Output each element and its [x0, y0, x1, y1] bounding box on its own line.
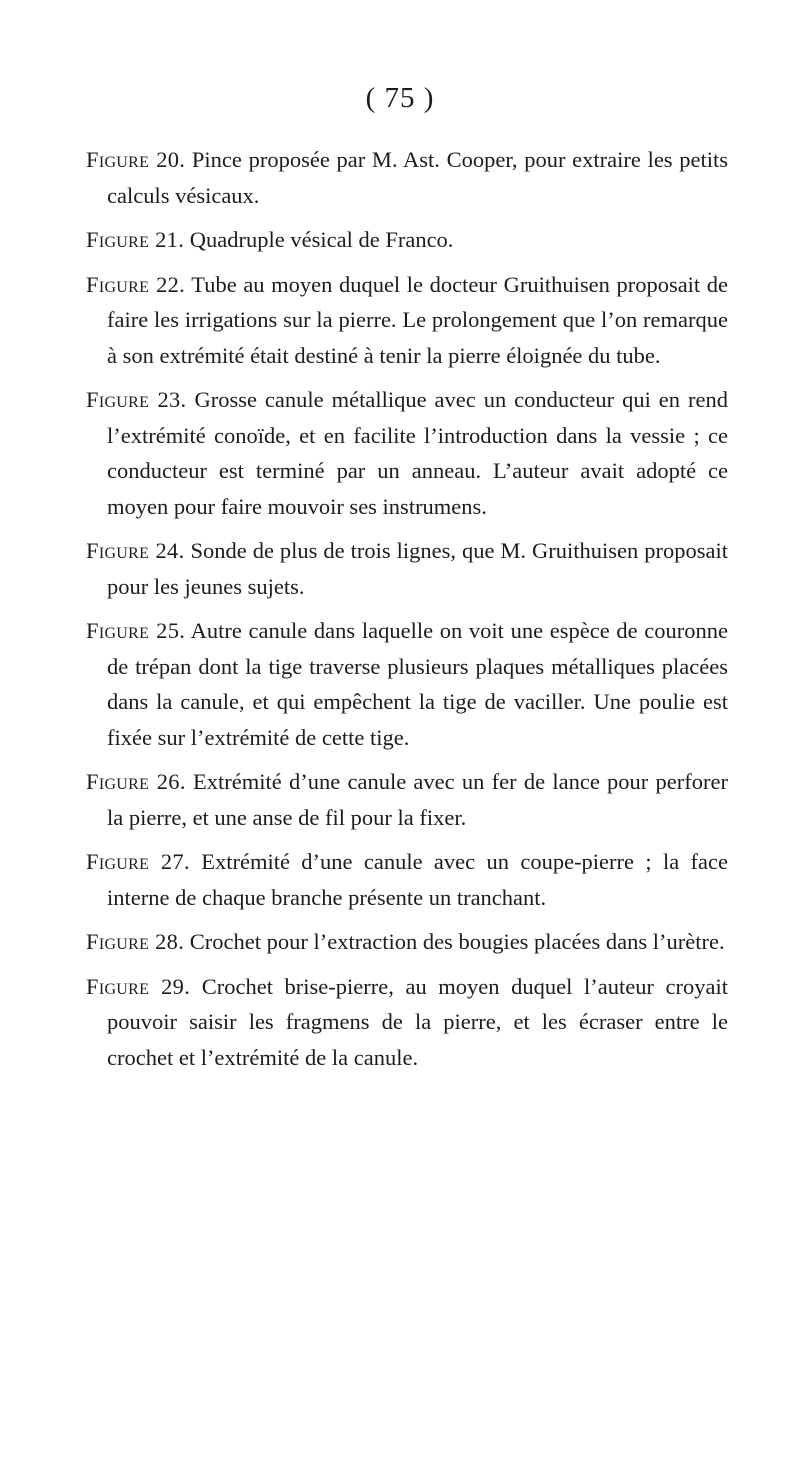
figure-caption-23 — [86, 382, 728, 524]
figure-caption-25 — [86, 613, 728, 755]
page-number: ( 75 ) — [365, 82, 435, 114]
figure-label: Figure 27. — [86, 849, 190, 874]
figure-caption-21 — [86, 222, 728, 258]
figure-description: Sonde de plus de trois lignes, que M. Gruithuisen proposait pour les jeunes sujets. — [107, 538, 728, 599]
figure-description: Crochet brise-pierre, au moyen duquel l’auteur croyait pouvoir saisir les fragmens de la pierre, et les écraser entre le crochet et l’extrémité de la canule. — [107, 973, 728, 1070]
figure-caption-22 — [86, 267, 728, 374]
figure-description: Grosse canule métallique avec un conducteur qui en rend l’extrémité conoïde, et en facilite l’introduction dans la vessie ; ce conducteur est terminé par un anneau. L’auteur avait adopté ce moyen pour faire mouvoir ses instrumens. — [107, 387, 728, 519]
figure-captions — [86, 142, 728, 1084]
figure-label: Figure 29. — [86, 973, 191, 999]
figure-description: Quadruple vésical de Franco. — [189, 227, 454, 252]
figure-caption-20 — [86, 142, 728, 213]
figure-caption-27 — [86, 844, 728, 915]
figure-label: Figure 24. — [86, 538, 185, 563]
figure-description: Extrémité d’une canule avec un fer de lance pour perforer la pierre, et une anse de fil pour la fixer. — [107, 769, 728, 830]
figure-caption-26 — [86, 764, 728, 835]
figure-label: Figure 26. — [86, 769, 186, 794]
figure-description: Crochet pour l’extraction des bougies placées dans l’urètre. — [189, 929, 725, 954]
figure-label: Figure 21. — [86, 227, 185, 252]
figure-caption-29 — [86, 969, 728, 1076]
figure-label: Figure 20. — [86, 147, 186, 172]
figure-label: Figure 22. — [86, 271, 186, 297]
figure-caption-28 — [86, 924, 728, 960]
figure-label: Figure 25. — [86, 618, 186, 643]
figure-label: Figure 23. — [86, 387, 187, 412]
figure-description: Tube au moyen duquel le docteur Gruithuisen proposait de faire les irrigations sur la pierre. Le prolongement que l’on remarque à son extrémité était destiné à tenir la pierre éloignée du tube. — [107, 271, 729, 368]
figure-description: Extrémité d’une canule avec un coupe-pierre ; la face interne de chaque branche présente un tranchant. — [107, 849, 729, 910]
figure-description: Pince proposée par M. Ast. Cooper, pour extraire les petits calculs vésicaux. — [107, 147, 728, 208]
figure-description: Autre canule dans laquelle on voit une espèce de couronne de trépan dont la tige traverse plusieurs plaques métalliques placées dans la canule, et qui empêchent la tige de vaciller. Une poulie est fixée sur l’extrémité de cette tige. — [107, 618, 728, 750]
figure-label: Figure 28. — [86, 929, 185, 954]
figure-caption-24 — [86, 533, 728, 604]
